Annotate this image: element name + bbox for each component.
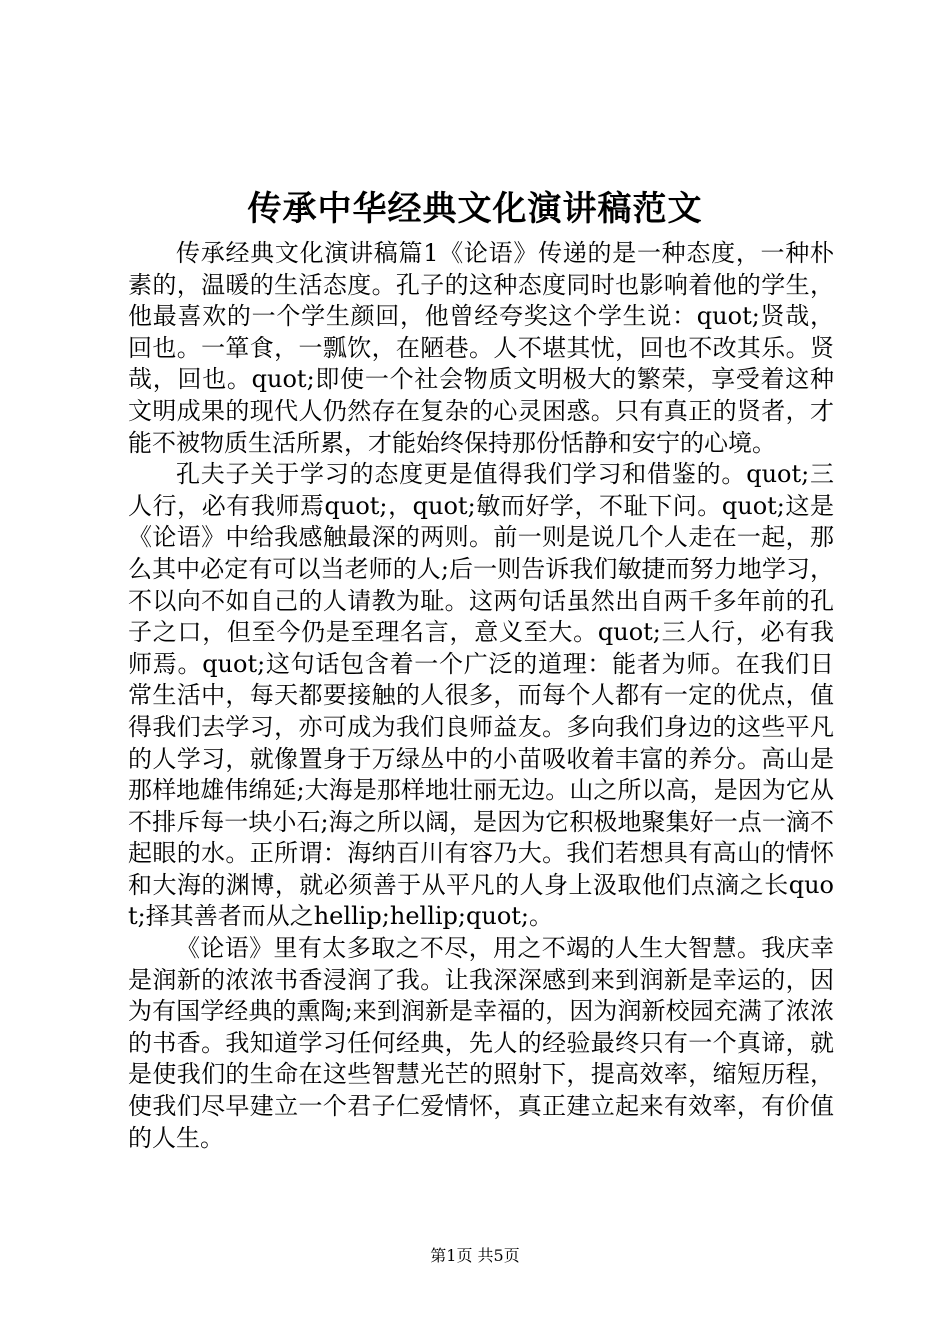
paragraph-1: 传承经典文化演讲稿篇1《论语》传递的是一种态度，一种朴素的，温暖的生活态度。孔子的这种态度同时也影响着他的学生，他最喜欢的一个学生颜回，他曾经夸奖这个学生说：quot;贤哉，回也。一箪食，一瓢饮，在陋巷。人不堪其忧，回也不改其乐。贤哉，回也。quot;即使一个社会物质文明极大的繁荣，享受着这种文明成果的现代人仍然存在复杂的心灵困惑。只有真正的贤者，才能不被物质生活所累，才能始终保持那份恬静和安宁的心境。 xyxy=(128,239,834,457)
document-title: 传承中华经典文化演讲稿范文 xyxy=(247,189,703,229)
document-body xyxy=(128,238,834,1154)
paragraph-2: 孔夫子关于学习的态度更是值得我们学习和借鉴的。quot;三人行，必有我师焉quot;，quot;敏而好学，不耻下问。quot;这是《论语》中给我感触最深的两则。前一则是说几个人走在一起，那么其中必定有可以当老师的人;后一则告诉我们敏捷而努力地学习，不以向不如自己的人请教为耻。这两句话虽然出自两千多年前的孔子之口，但至今仍是至理名言，意义至大。quot;三人行，必有我师焉。quot;这句话包含着一个广泛的道理：能者为师。在我们日常生活中，每天都要接触的人很多，而每个人都有一定的优点，值得我们去学习，亦可成为我们良师益友。多向我们身边的这些平凡的人学习，就像置身于万绿丛中的小苗吸收着丰富的养分。高山是那样地雄伟绵延;大海是那样地壮丽无边。山之所以高，是因为它从不排斥每一块小石;海之所以阔，是因为它积极地聚集好一点一滴不起眼的水。正所谓：海纳百川有容乃大。我们若想具有高山的情怀和大海的渊博，就必须善于从平凡的人身上汲取他们点滴之长quot;择其善者而从之hellip;hellip;quot;。 xyxy=(128,460,834,931)
paragraph-3: 《论语》里有太多取之不尽，用之不竭的人生大智慧。我庆幸是润新的浓浓书香浸润了我。让我深深感到来到润新是幸运的，因为有国学经典的熏陶;来到润新是幸福的，因为润新校园充满了浓浓的书香。我知道学习任何经典，先人的经验最终只有一个真谛，就是使我们的生命在这些智慧光芒的照射下，提高效率，缩短历程，使我们尽早建立一个君子仁爱情怀，真正建立起来有效率，有价值的人生。 xyxy=(128,934,834,1152)
page-number-footer: 第1页 共5页 xyxy=(430,1246,520,1265)
